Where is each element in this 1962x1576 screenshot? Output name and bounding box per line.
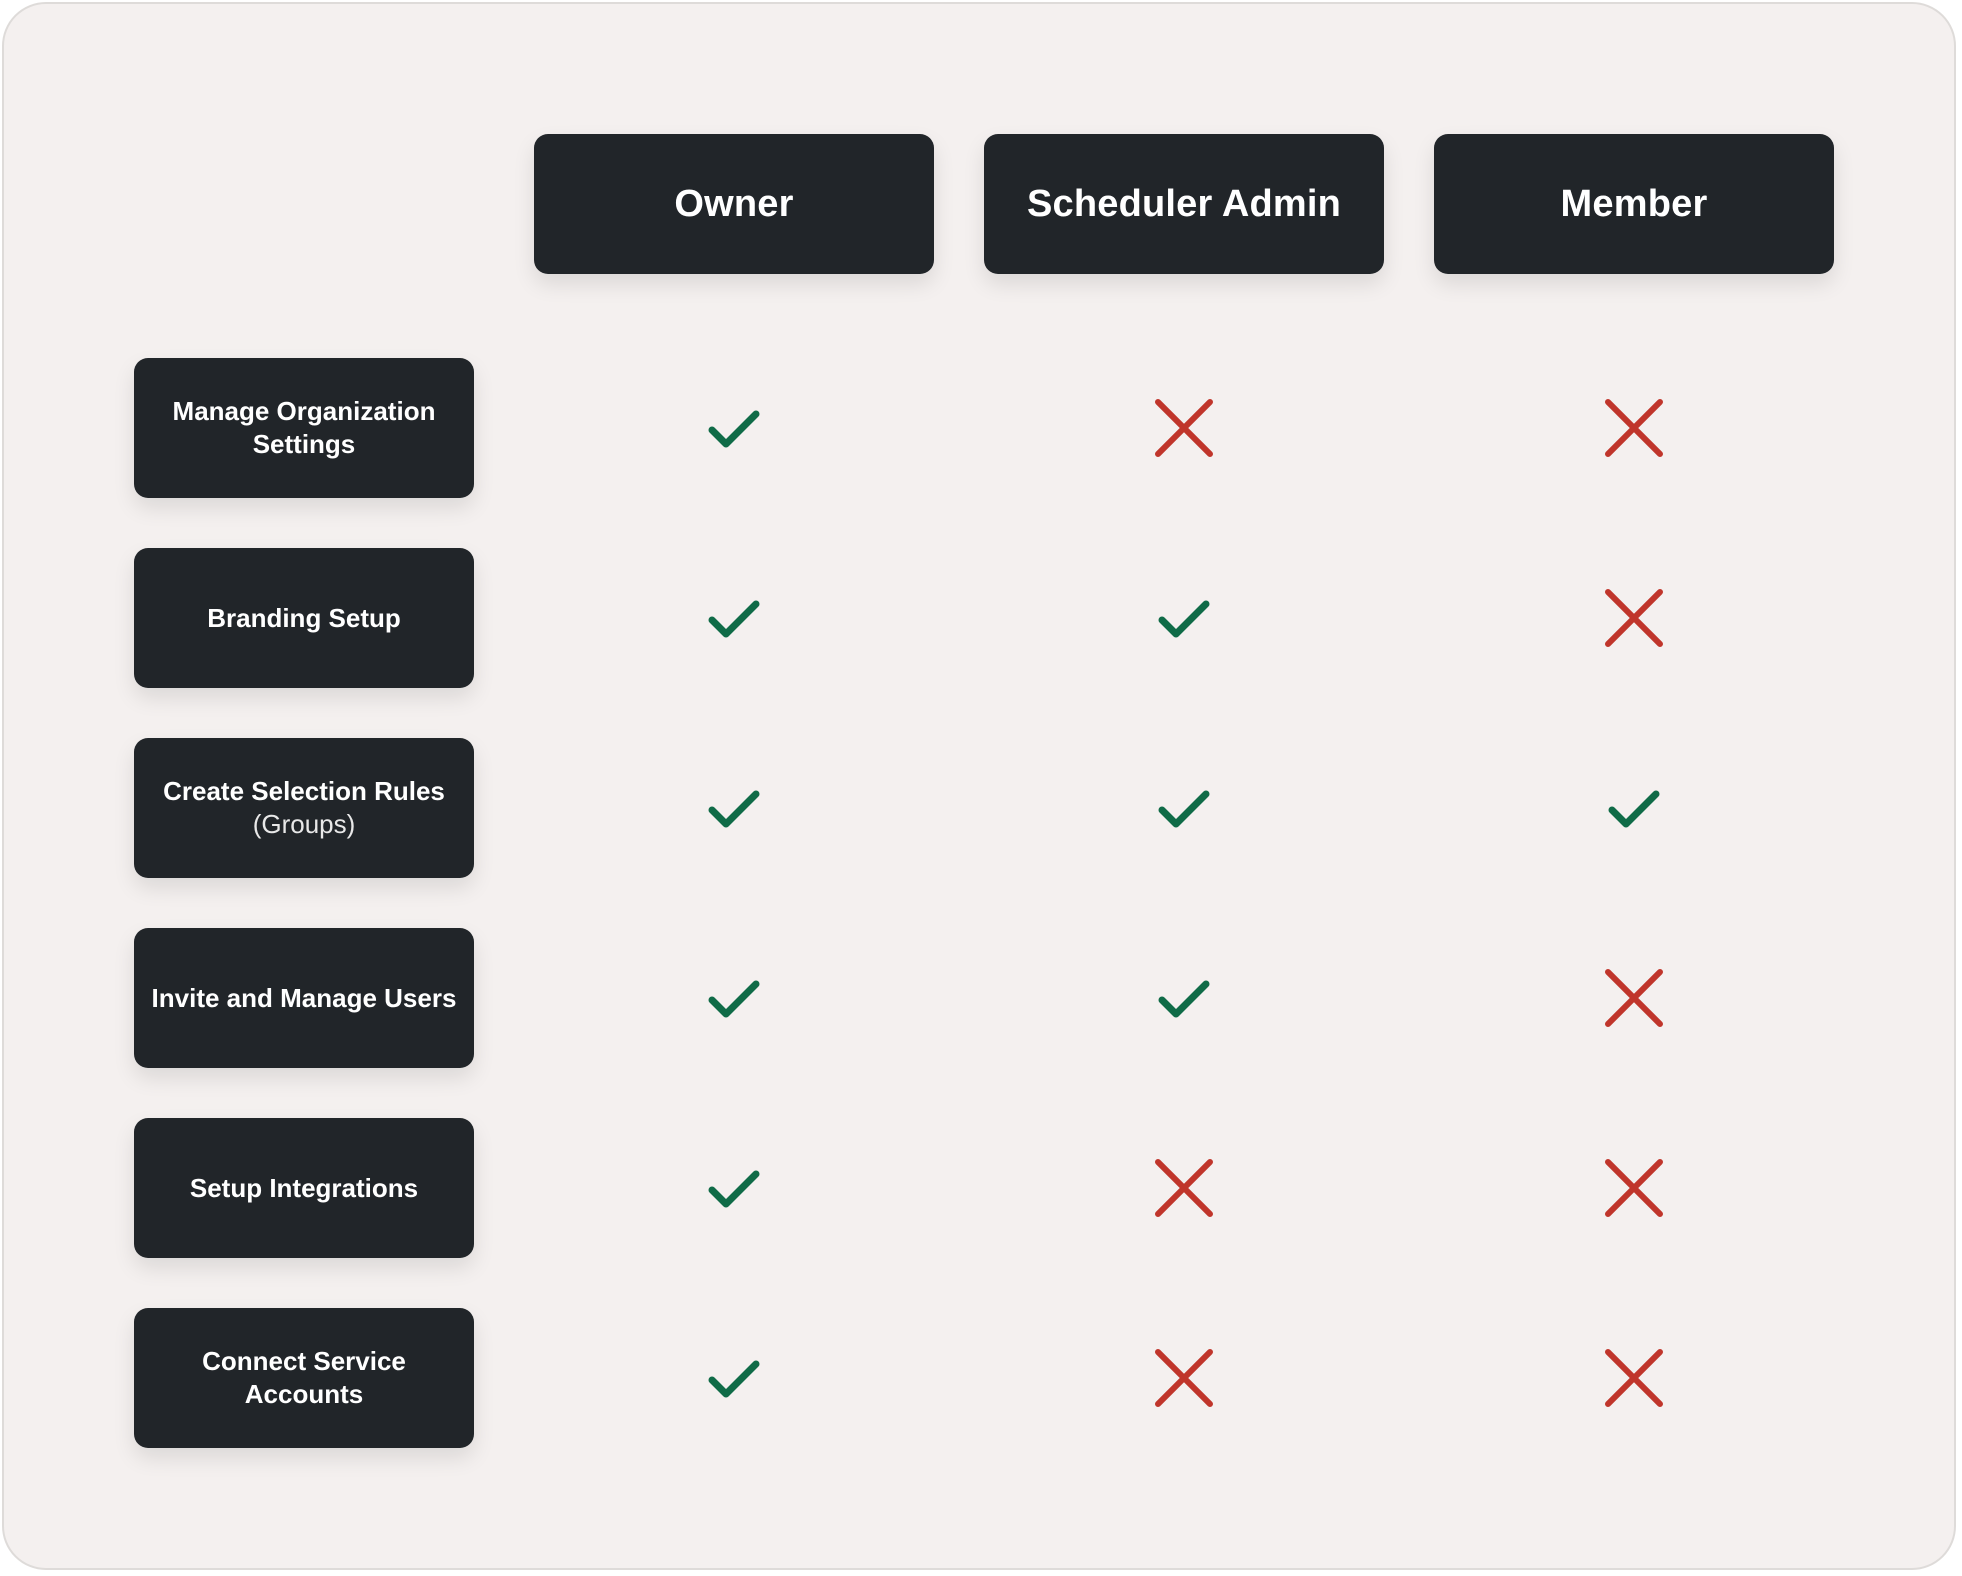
check-icon	[1144, 578, 1224, 658]
check-icon	[1594, 768, 1674, 848]
cross-icon	[1594, 1148, 1674, 1228]
cross-icon	[1594, 578, 1674, 658]
row-label-text: Create Selection Rules	[163, 776, 445, 806]
permission-cell-owner	[694, 768, 774, 848]
check-icon	[694, 578, 774, 658]
check-icon	[694, 388, 774, 468]
cross-icon	[1594, 1338, 1674, 1418]
row-label-text: Connect Service Accounts	[202, 1346, 406, 1409]
column-header-label: Scheduler Admin	[1026, 182, 1342, 225]
row-label-setup-integrations	[134, 1118, 474, 1258]
permission-cell-member	[1594, 1338, 1674, 1418]
permission-cell-member	[1594, 578, 1674, 658]
permission-cell-owner	[694, 578, 774, 658]
cross-icon	[1144, 1338, 1224, 1418]
column-header-member	[1434, 134, 1834, 274]
cross-icon	[1594, 958, 1674, 1038]
cross-icon	[1594, 388, 1674, 468]
permission-cell-owner	[694, 1338, 774, 1418]
permission-cell-scheduler-admin	[1144, 578, 1224, 658]
permission-cell-scheduler-admin	[1144, 768, 1224, 848]
permission-cell-scheduler-admin	[1144, 1338, 1224, 1418]
permission-cell-scheduler-admin	[1144, 1148, 1224, 1228]
column-header-owner	[534, 134, 934, 274]
permissions-matrix	[2, 2, 1956, 1570]
permission-cell-owner	[694, 1148, 774, 1228]
permission-cell-member	[1594, 388, 1674, 468]
check-icon	[1144, 958, 1224, 1038]
row-label-subtext: (Groups)	[252, 809, 356, 839]
permission-cell-member	[1594, 768, 1674, 848]
check-icon	[694, 1148, 774, 1228]
row-label-invite-and-manage-users	[134, 928, 474, 1068]
check-icon	[694, 958, 774, 1038]
row-label-text: Branding Setup	[207, 602, 401, 633]
row-label-create-selection-rules	[134, 738, 474, 878]
column-header-label: Owner	[674, 182, 794, 225]
row-label-connect-service-accounts	[134, 1308, 474, 1448]
column-header-label: Member	[1560, 182, 1708, 225]
row-label-branding-setup	[134, 548, 474, 688]
check-icon	[694, 768, 774, 848]
permission-cell-owner	[694, 958, 774, 1038]
permission-cell-owner	[694, 388, 774, 468]
row-label-text: Invite and Manage Users	[151, 982, 457, 1013]
cross-icon	[1144, 388, 1224, 468]
check-icon	[1144, 768, 1224, 848]
check-icon	[694, 1338, 774, 1418]
column-header-scheduler-admin	[984, 134, 1384, 274]
permission-cell-scheduler-admin	[1144, 388, 1224, 468]
cross-icon	[1144, 1148, 1224, 1228]
permission-cell-member	[1594, 1148, 1674, 1228]
row-label-manage-organization-settings	[134, 358, 474, 498]
row-label-text: Manage Organization Settings	[172, 396, 436, 459]
permission-cell-scheduler-admin	[1144, 958, 1224, 1038]
permission-cell-member	[1594, 958, 1674, 1038]
row-label-text: Setup Integrations	[189, 1172, 419, 1203]
